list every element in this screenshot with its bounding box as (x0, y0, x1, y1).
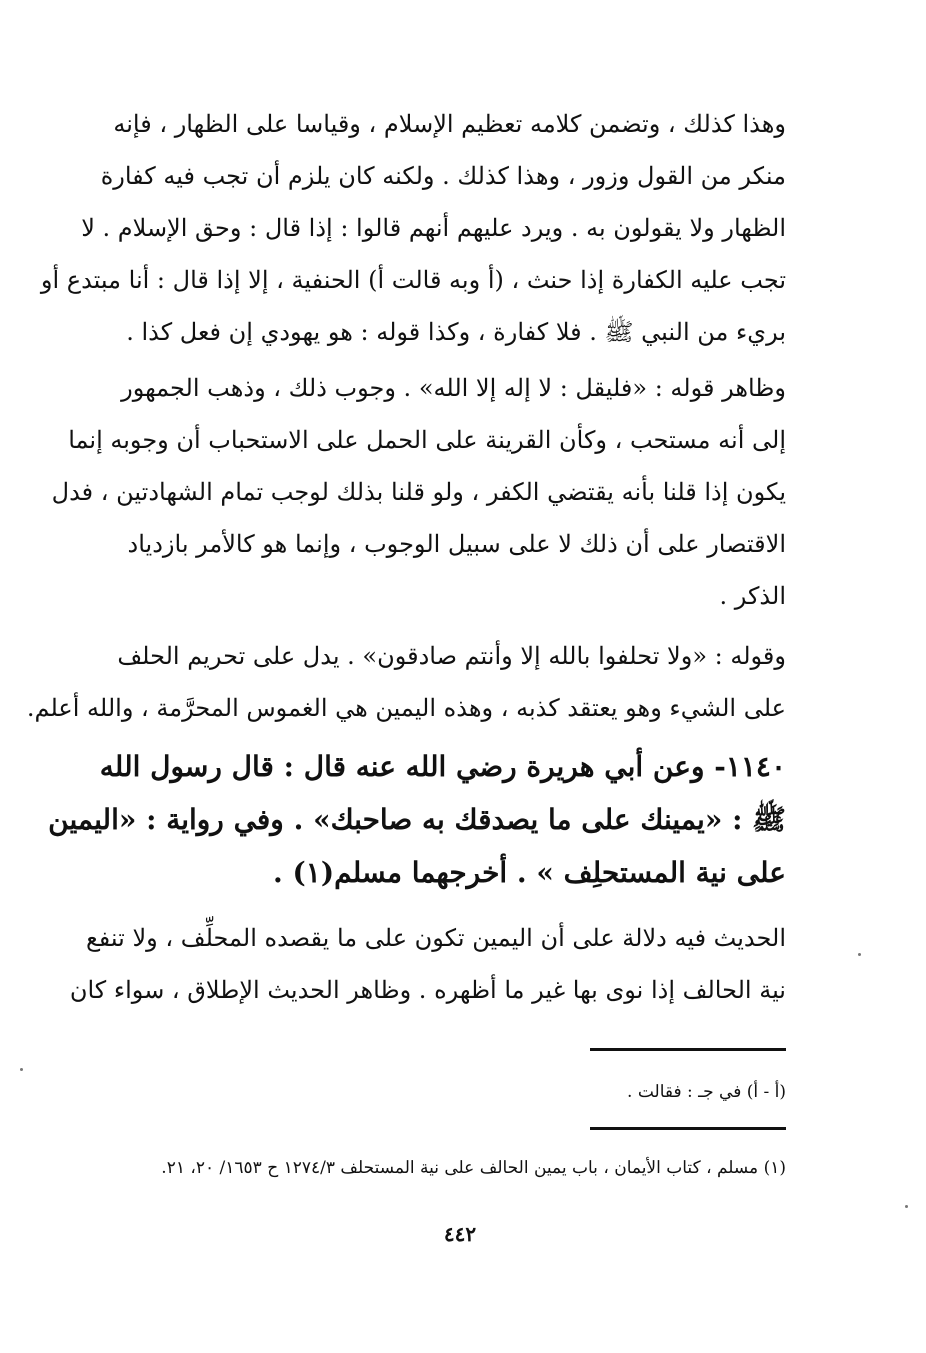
source-footnote: (١) مسلم ، كتاب الأيمان ، باب يمين الحالف على نية المستحلف ١٢٧٤/٣ ح ١٦٥٣/ ٢٠، ٢١. (161, 1158, 786, 1178)
paragraph-1 (40, 98, 786, 358)
variant-footnote: (أ - أ) في جـ : فقالت . (627, 1082, 786, 1102)
text-line: نية الحالف إذا نوى بها غير ما أظهره . وظاهر الحديث الإطلاق ، سواء كان (69, 976, 786, 1004)
text-line: يكون إذا قلنا بأنه يقتضي الكفر ، ولو قلنا بذلك لوجب تمام الشهادتين ، فدل (51, 478, 786, 506)
scan-speck (858, 953, 861, 956)
text-line: الحديث فيه دلالة على أن اليمين تكون على ما يقصده المحلِّف ، ولا تنفع (86, 924, 786, 952)
text-line: وظاهر قوله : «فليقل : لا إله إلا الله» . وجوب ذلك ، وذهب الجمهور (121, 374, 786, 402)
hadith-line: على نية المستحلِف » . أخرجهما مسلم(١) . (273, 856, 786, 889)
text-line: منكر من القول وزور ، وهذا كذلك . ولكنه كان يلزم أن تجب فيه كفارة (100, 162, 786, 190)
paragraph-3 (26, 630, 786, 734)
page-number: ٤٤٢ (443, 1222, 477, 1246)
text-line: الذكر . (719, 582, 786, 610)
text-line: بريء من النبي ﷺ . فلا كفارة ، وكذا قوله : هو يهودي إن فعل كذا . (126, 318, 786, 346)
footnote-divider (590, 1048, 786, 1051)
text-line: الاقتصار على أن ذلك لا على سبيل الوجوب ، وإنما هو كالأمر بازدياد (127, 530, 786, 558)
scan-speck (905, 1205, 908, 1208)
scan-speck (20, 1068, 23, 1071)
text-line: على الشيء وهو يعتقد كذبه ، وهذه اليمين هي الغموس المحرَّمة ، والله أعلم. (26, 694, 786, 722)
text-line: تجب عليه الكفارة إذا حنث ، (أ وبه قالت أ) الحنفية ، إلا إذا قال : أنا مبتدع أو (40, 266, 786, 294)
hadith-paragraph (48, 740, 786, 899)
paragraph-5 (69, 912, 786, 1016)
hadith-line: ﷺ : «يمينك على ما يصدقك به صاحبك» . وفي رواية : «اليمين (48, 803, 786, 836)
paragraph-2 (51, 362, 786, 622)
footnote-divider (590, 1127, 786, 1130)
hadith-line: ١١٤٠- وعن أبي هريرة رضي الله عنه قال : قال رسول الله (99, 750, 786, 783)
text-line: وهذا كذلك ، وتضمن كلامه تعظيم الإسلام ، وقياسا على الظهار ، فإنه (113, 110, 786, 138)
text-line: الظهار ولا يقولون به . ويرد عليهم أنهم قالوا : إذا قال : وحق الإسلام . لا (81, 214, 786, 242)
text-line: إلى أنه مستحب ، وكأن القرينة على الحمل على الاستحباب أن وجوبه إنما (68, 426, 786, 454)
text-line: وقوله : «ولا تحلفوا بالله إلا وأنتم صادقون» . يدل على تحريم الحلف (117, 642, 786, 670)
